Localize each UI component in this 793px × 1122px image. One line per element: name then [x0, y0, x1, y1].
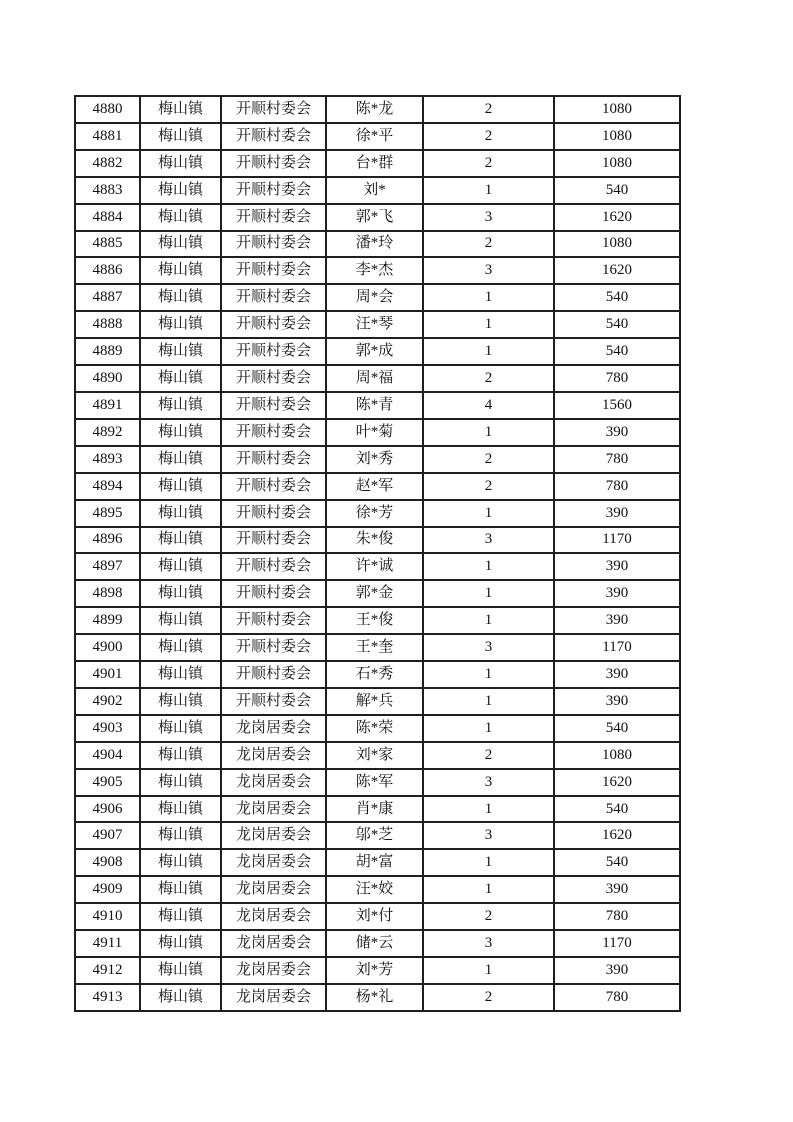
table-row — [75, 849, 680, 876]
cell-village-committee: 开顺村委会 — [221, 661, 326, 688]
cell-serial-number: 4890 — [75, 365, 140, 392]
cell-town: 梅山镇 — [140, 796, 221, 823]
cell-serial-number: 4898 — [75, 580, 140, 607]
cell-serial-number: 4901 — [75, 661, 140, 688]
cell-village-committee: 龙岗居委会 — [221, 769, 326, 796]
cell-village-committee: 开顺村委会 — [221, 527, 326, 554]
cell-village-committee: 开顺村委会 — [221, 150, 326, 177]
table-row — [75, 580, 680, 607]
cell-count: 1 — [423, 688, 554, 715]
cell-count: 1 — [423, 661, 554, 688]
cell-village-committee: 龙岗居委会 — [221, 930, 326, 957]
cell-serial-number: 4907 — [75, 822, 140, 849]
cell-name: 郭*成 — [326, 338, 423, 365]
cell-serial-number: 4887 — [75, 284, 140, 311]
cell-town: 梅山镇 — [140, 204, 221, 231]
cell-town: 梅山镇 — [140, 957, 221, 984]
table-row — [75, 150, 680, 177]
cell-village-committee: 开顺村委会 — [221, 688, 326, 715]
cell-name: 刘*家 — [326, 742, 423, 769]
cell-town: 梅山镇 — [140, 903, 221, 930]
cell-amount: 1620 — [554, 822, 680, 849]
cell-serial-number: 4911 — [75, 930, 140, 957]
cell-serial-number: 4904 — [75, 742, 140, 769]
cell-amount: 1170 — [554, 930, 680, 957]
cell-count: 2 — [423, 742, 554, 769]
cell-name: 李*杰 — [326, 257, 423, 284]
cell-name: 台*群 — [326, 150, 423, 177]
cell-village-committee: 龙岗居委会 — [221, 876, 326, 903]
table-row — [75, 527, 680, 554]
cell-village-committee: 开顺村委会 — [221, 365, 326, 392]
cell-town: 梅山镇 — [140, 742, 221, 769]
cell-town: 梅山镇 — [140, 769, 221, 796]
table-row — [75, 392, 680, 419]
cell-amount: 540 — [554, 284, 680, 311]
cell-count: 2 — [423, 473, 554, 500]
cell-town: 梅山镇 — [140, 849, 221, 876]
cell-count: 1 — [423, 607, 554, 634]
cell-town: 梅山镇 — [140, 553, 221, 580]
cell-count: 1 — [423, 553, 554, 580]
table-row — [75, 688, 680, 715]
cell-village-committee: 开顺村委会 — [221, 231, 326, 258]
cell-name: 郭*金 — [326, 580, 423, 607]
cell-village-committee: 龙岗居委会 — [221, 796, 326, 823]
cell-name: 朱*俊 — [326, 527, 423, 554]
table-row — [75, 231, 680, 258]
cell-town: 梅山镇 — [140, 500, 221, 527]
cell-serial-number: 4896 — [75, 527, 140, 554]
cell-count: 1 — [423, 500, 554, 527]
table-row — [75, 903, 680, 930]
table-row — [75, 796, 680, 823]
cell-name: 徐*平 — [326, 123, 423, 150]
cell-serial-number: 4889 — [75, 338, 140, 365]
cell-town: 梅山镇 — [140, 580, 221, 607]
cell-name: 许*诚 — [326, 553, 423, 580]
cell-count: 4 — [423, 392, 554, 419]
cell-name: 杨*礼 — [326, 984, 423, 1011]
cell-amount: 540 — [554, 849, 680, 876]
cell-village-committee: 开顺村委会 — [221, 204, 326, 231]
table-row — [75, 365, 680, 392]
cell-amount: 390 — [554, 500, 680, 527]
cell-name: 陈*青 — [326, 392, 423, 419]
cell-serial-number: 4897 — [75, 553, 140, 580]
cell-name: 王*奎 — [326, 634, 423, 661]
cell-count: 3 — [423, 930, 554, 957]
table-row — [75, 338, 680, 365]
cell-name: 邬*芝 — [326, 822, 423, 849]
cell-village-committee: 开顺村委会 — [221, 500, 326, 527]
cell-count: 1 — [423, 957, 554, 984]
cell-count: 1 — [423, 580, 554, 607]
cell-amount: 780 — [554, 365, 680, 392]
cell-town: 梅山镇 — [140, 473, 221, 500]
table-row — [75, 553, 680, 580]
cell-town: 梅山镇 — [140, 419, 221, 446]
cell-amount: 390 — [554, 553, 680, 580]
cell-name: 赵*军 — [326, 473, 423, 500]
cell-village-committee: 开顺村委会 — [221, 177, 326, 204]
table-row — [75, 607, 680, 634]
cell-amount: 780 — [554, 903, 680, 930]
cell-serial-number: 4909 — [75, 876, 140, 903]
cell-amount: 1620 — [554, 257, 680, 284]
cell-name: 郭*飞 — [326, 204, 423, 231]
cell-name: 肖*康 — [326, 796, 423, 823]
cell-town: 梅山镇 — [140, 527, 221, 554]
cell-amount: 540 — [554, 715, 680, 742]
table-row — [75, 257, 680, 284]
cell-amount: 390 — [554, 419, 680, 446]
cell-amount: 780 — [554, 473, 680, 500]
cell-serial-number: 4894 — [75, 473, 140, 500]
cell-count: 1 — [423, 796, 554, 823]
cell-name: 储*云 — [326, 930, 423, 957]
table-row — [75, 177, 680, 204]
cell-amount: 540 — [554, 311, 680, 338]
cell-town: 梅山镇 — [140, 715, 221, 742]
cell-serial-number: 4913 — [75, 984, 140, 1011]
cell-amount: 1080 — [554, 742, 680, 769]
cell-name: 陈*荣 — [326, 715, 423, 742]
cell-serial-number: 4892 — [75, 419, 140, 446]
cell-village-committee: 开顺村委会 — [221, 123, 326, 150]
cell-amount: 1620 — [554, 769, 680, 796]
cell-town: 梅山镇 — [140, 876, 221, 903]
table-body — [75, 96, 680, 1011]
table-row — [75, 123, 680, 150]
cell-village-committee: 开顺村委会 — [221, 607, 326, 634]
cell-serial-number: 4883 — [75, 177, 140, 204]
cell-village-committee: 开顺村委会 — [221, 553, 326, 580]
cell-town: 梅山镇 — [140, 123, 221, 150]
cell-count: 2 — [423, 150, 554, 177]
cell-amount: 390 — [554, 607, 680, 634]
cell-count: 1 — [423, 177, 554, 204]
cell-count: 3 — [423, 527, 554, 554]
cell-village-committee: 龙岗居委会 — [221, 849, 326, 876]
table-row — [75, 204, 680, 231]
cell-count: 1 — [423, 338, 554, 365]
cell-name: 周*会 — [326, 284, 423, 311]
cell-name: 解*兵 — [326, 688, 423, 715]
table-row — [75, 876, 680, 903]
cell-name: 胡*富 — [326, 849, 423, 876]
cell-town: 梅山镇 — [140, 661, 221, 688]
cell-village-committee: 龙岗居委会 — [221, 742, 326, 769]
cell-town: 梅山镇 — [140, 150, 221, 177]
cell-serial-number: 4884 — [75, 204, 140, 231]
table-row — [75, 634, 680, 661]
cell-amount: 1080 — [554, 150, 680, 177]
subsidy-table — [74, 95, 681, 1012]
cell-count: 3 — [423, 634, 554, 661]
cell-serial-number: 4891 — [75, 392, 140, 419]
cell-village-committee: 龙岗居委会 — [221, 715, 326, 742]
cell-count: 2 — [423, 231, 554, 258]
cell-count: 1 — [423, 876, 554, 903]
cell-serial-number: 4912 — [75, 957, 140, 984]
cell-count: 1 — [423, 311, 554, 338]
cell-town: 梅山镇 — [140, 231, 221, 258]
cell-amount: 390 — [554, 876, 680, 903]
cell-count: 2 — [423, 903, 554, 930]
cell-town: 梅山镇 — [140, 984, 221, 1011]
cell-name: 汪*姣 — [326, 876, 423, 903]
cell-village-committee: 开顺村委会 — [221, 96, 326, 123]
table-row — [75, 930, 680, 957]
cell-name: 周*福 — [326, 365, 423, 392]
table-row — [75, 311, 680, 338]
cell-serial-number: 4886 — [75, 257, 140, 284]
cell-serial-number: 4903 — [75, 715, 140, 742]
cell-amount: 390 — [554, 580, 680, 607]
table-row — [75, 715, 680, 742]
cell-serial-number: 4882 — [75, 150, 140, 177]
cell-serial-number: 4910 — [75, 903, 140, 930]
table-row — [75, 419, 680, 446]
cell-village-committee: 龙岗居委会 — [221, 903, 326, 930]
cell-count: 1 — [423, 419, 554, 446]
cell-name: 刘* — [326, 177, 423, 204]
cell-town: 梅山镇 — [140, 311, 221, 338]
cell-name: 潘*玲 — [326, 231, 423, 258]
cell-name: 刘*芳 — [326, 957, 423, 984]
cell-amount: 390 — [554, 688, 680, 715]
cell-count: 1 — [423, 849, 554, 876]
cell-village-committee: 开顺村委会 — [221, 284, 326, 311]
table-row — [75, 500, 680, 527]
cell-amount: 390 — [554, 661, 680, 688]
cell-serial-number: 4895 — [75, 500, 140, 527]
cell-amount: 540 — [554, 338, 680, 365]
cell-town: 梅山镇 — [140, 392, 221, 419]
cell-name: 汪*琴 — [326, 311, 423, 338]
cell-amount: 780 — [554, 984, 680, 1011]
cell-town: 梅山镇 — [140, 365, 221, 392]
cell-village-committee: 龙岗居委会 — [221, 957, 326, 984]
cell-town: 梅山镇 — [140, 257, 221, 284]
cell-village-committee: 龙岗居委会 — [221, 822, 326, 849]
cell-town: 梅山镇 — [140, 930, 221, 957]
cell-town: 梅山镇 — [140, 607, 221, 634]
cell-count: 2 — [423, 446, 554, 473]
cell-village-committee: 龙岗居委会 — [221, 984, 326, 1011]
cell-name: 刘*秀 — [326, 446, 423, 473]
table-row — [75, 984, 680, 1011]
cell-amount: 1080 — [554, 231, 680, 258]
cell-serial-number: 4893 — [75, 446, 140, 473]
cell-town: 梅山镇 — [140, 446, 221, 473]
cell-serial-number: 4880 — [75, 96, 140, 123]
cell-amount: 390 — [554, 957, 680, 984]
cell-name: 徐*芳 — [326, 500, 423, 527]
cell-town: 梅山镇 — [140, 688, 221, 715]
cell-amount: 540 — [554, 177, 680, 204]
table-row — [75, 742, 680, 769]
cell-village-committee: 开顺村委会 — [221, 419, 326, 446]
table-row — [75, 473, 680, 500]
cell-count: 2 — [423, 96, 554, 123]
cell-count: 2 — [423, 984, 554, 1011]
table-row — [75, 957, 680, 984]
cell-count: 3 — [423, 204, 554, 231]
cell-count: 2 — [423, 365, 554, 392]
cell-serial-number: 4881 — [75, 123, 140, 150]
cell-count: 1 — [423, 715, 554, 742]
cell-village-committee: 开顺村委会 — [221, 446, 326, 473]
cell-town: 梅山镇 — [140, 284, 221, 311]
cell-name: 王*俊 — [326, 607, 423, 634]
cell-village-committee: 开顺村委会 — [221, 473, 326, 500]
cell-amount: 780 — [554, 446, 680, 473]
cell-amount: 540 — [554, 796, 680, 823]
cell-serial-number: 4902 — [75, 688, 140, 715]
cell-serial-number: 4899 — [75, 607, 140, 634]
cell-town: 梅山镇 — [140, 634, 221, 661]
cell-town: 梅山镇 — [140, 338, 221, 365]
cell-count: 2 — [423, 123, 554, 150]
cell-serial-number: 4885 — [75, 231, 140, 258]
cell-serial-number: 4908 — [75, 849, 140, 876]
cell-name: 刘*付 — [326, 903, 423, 930]
cell-village-committee: 开顺村委会 — [221, 392, 326, 419]
cell-serial-number: 4905 — [75, 769, 140, 796]
table-row — [75, 661, 680, 688]
table-row — [75, 284, 680, 311]
cell-count: 3 — [423, 257, 554, 284]
cell-name: 陈*军 — [326, 769, 423, 796]
cell-serial-number: 4906 — [75, 796, 140, 823]
cell-serial-number: 4900 — [75, 634, 140, 661]
cell-name: 叶*菊 — [326, 419, 423, 446]
cell-serial-number: 4888 — [75, 311, 140, 338]
cell-count: 3 — [423, 822, 554, 849]
table-row — [75, 822, 680, 849]
cell-town: 梅山镇 — [140, 822, 221, 849]
cell-village-committee: 开顺村委会 — [221, 634, 326, 661]
cell-amount: 1080 — [554, 123, 680, 150]
cell-village-committee: 开顺村委会 — [221, 311, 326, 338]
cell-count: 1 — [423, 284, 554, 311]
cell-village-committee: 开顺村委会 — [221, 338, 326, 365]
cell-town: 梅山镇 — [140, 96, 221, 123]
cell-count: 3 — [423, 769, 554, 796]
cell-amount: 1620 — [554, 204, 680, 231]
cell-amount: 1170 — [554, 634, 680, 661]
cell-village-committee: 开顺村委会 — [221, 257, 326, 284]
cell-amount: 1170 — [554, 527, 680, 554]
cell-name: 石*秀 — [326, 661, 423, 688]
table-row — [75, 446, 680, 473]
cell-amount: 1080 — [554, 96, 680, 123]
cell-village-committee: 开顺村委会 — [221, 580, 326, 607]
cell-amount: 1560 — [554, 392, 680, 419]
cell-town: 梅山镇 — [140, 177, 221, 204]
table-row — [75, 96, 680, 123]
table-row — [75, 769, 680, 796]
cell-name: 陈*龙 — [326, 96, 423, 123]
